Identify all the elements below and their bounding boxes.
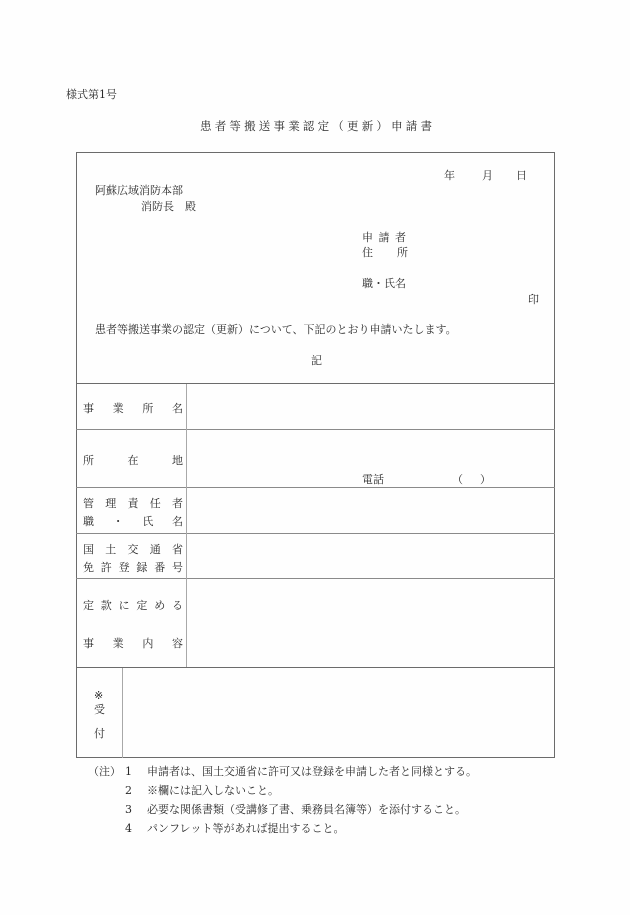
notes-prefix: （注） [88, 765, 121, 778]
note-item-2: 2 ※欄には記入しないこと。 [125, 784, 279, 797]
phone-paren-close: ） [480, 473, 491, 486]
date-month-label: 月 [482, 169, 493, 182]
note-item-4: 4 パンフレット等があれば提出すること。 [125, 822, 345, 835]
divider [76, 578, 555, 579]
reception-area [124, 669, 554, 757]
notes-section [88, 762, 477, 838]
label-manager: 管 理 責 任 者 職 ・ 氏 名 [83, 497, 183, 528]
business-content-field[interactable] [188, 580, 554, 666]
reception-column-divider [122, 668, 123, 758]
name-label: 職・氏名 [362, 277, 406, 290]
divider [76, 487, 555, 488]
reception-char-2: 付 [94, 727, 105, 740]
phone-paren-open: （ [452, 473, 463, 486]
divider [76, 667, 555, 668]
addressee-organization: 阿蘇広域消防本部 [95, 184, 183, 197]
note-item-1: （注） 1 申請者は、国土交通省に許可又は登録を申請した者と同様とする。 [88, 762, 477, 781]
reception-mark: ※ [94, 689, 104, 702]
location-field[interactable] [188, 431, 554, 467]
label-business-content: 定 款 に 定 め る 事 業 内 容 [83, 599, 183, 650]
addressee-title: 消防長 殿 [141, 200, 196, 213]
manager-name-field[interactable] [188, 489, 554, 532]
label-location: 所 在 地 [83, 454, 183, 467]
divider [76, 383, 555, 384]
business-office-name-field[interactable] [188, 385, 554, 428]
form-number: 様式第1号 [66, 88, 117, 101]
date-day-label: 日 [516, 169, 527, 182]
date-year-label: 年 [444, 169, 455, 182]
address-label-2: 所 [397, 246, 408, 259]
divider [76, 429, 555, 430]
seal-mark: 印 [528, 293, 539, 306]
ki-label: 記 [311, 354, 322, 367]
address-label-1: 住 [362, 246, 373, 259]
reception-char-1: 受 [94, 703, 105, 716]
license-number-field[interactable] [188, 535, 554, 577]
page-title: 患者等搬送事業認定（更新）申請書 [200, 119, 436, 133]
label-business-office-name: 事 業 所 名 [83, 402, 183, 415]
phone-label: 電話 [362, 473, 384, 486]
label-column-divider [186, 384, 187, 667]
applicant-label: 申 請 者 [362, 231, 407, 244]
phone-field[interactable] [400, 470, 550, 486]
divider [76, 533, 555, 534]
note-item-3: 3 必要な関係書類（受講修了書、乗務員名簿等）を添付すること。 [125, 803, 466, 816]
application-statement: 患者等搬送事業の認定（更新）について、下記のとおり申請いたします。 [95, 323, 457, 336]
label-mlit-license-number: 国 土 交 通 省 免 許 登 録 番 号 [83, 543, 183, 574]
